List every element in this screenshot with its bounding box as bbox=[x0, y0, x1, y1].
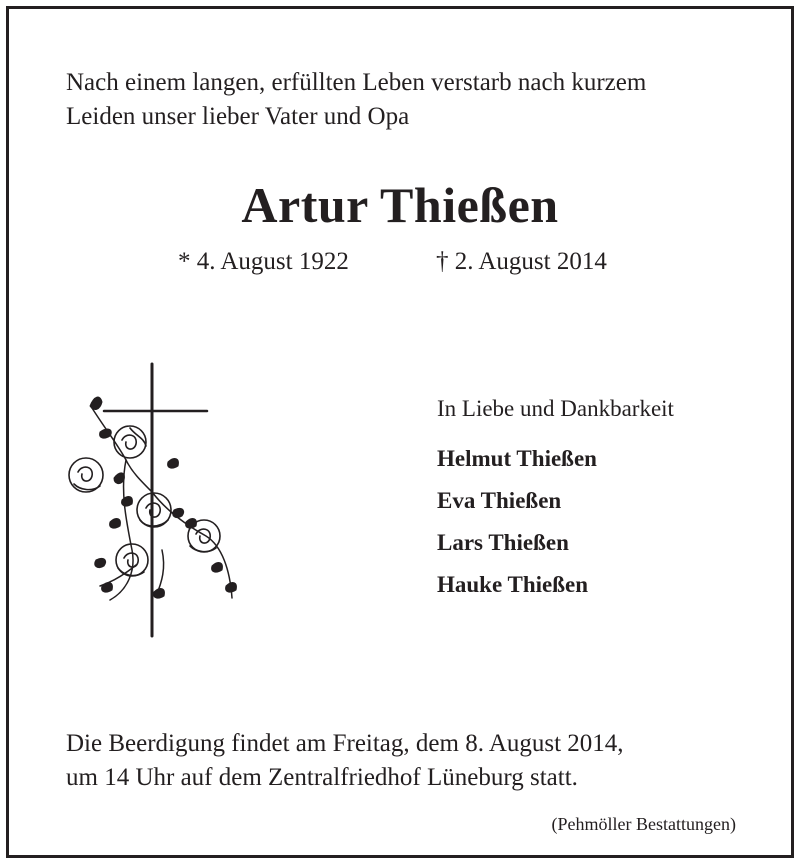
birth-date: * 4. August 1922 bbox=[178, 248, 349, 275]
funeral-line: um 14 Uhr auf dem Zentralfriedhof Lüneburg statt. bbox=[66, 764, 578, 791]
mourners-heading: In Liebe und Dankbarkeit bbox=[437, 396, 674, 421]
funeral-line: Die Beerdigung findet am Freitag, dem 8. August 2014, bbox=[66, 730, 624, 757]
death-date: † 2. August 2014 bbox=[436, 248, 607, 275]
mourner-name: Hauke Thießen bbox=[437, 572, 589, 597]
intro-line: Leiden unser lieber Vater und Opa bbox=[66, 103, 410, 130]
cross-with-roses-icon bbox=[66, 360, 246, 645]
intro-line: Nach einem langen, erfüllten Leben verstarb nach kurzem bbox=[66, 69, 647, 96]
deceased-name: Artur Thießen bbox=[241, 177, 559, 233]
funeral-info bbox=[66, 727, 624, 795]
intro-text bbox=[66, 66, 646, 134]
undertaker-credit: (Pehmöller Bestattungen) bbox=[551, 814, 736, 834]
mourners-section bbox=[437, 396, 674, 612]
mourner-name: Eva Thießen bbox=[437, 488, 562, 513]
mourner-name: Lars Thießen bbox=[437, 530, 569, 555]
mourner-name: Helmut Thießen bbox=[437, 446, 597, 471]
